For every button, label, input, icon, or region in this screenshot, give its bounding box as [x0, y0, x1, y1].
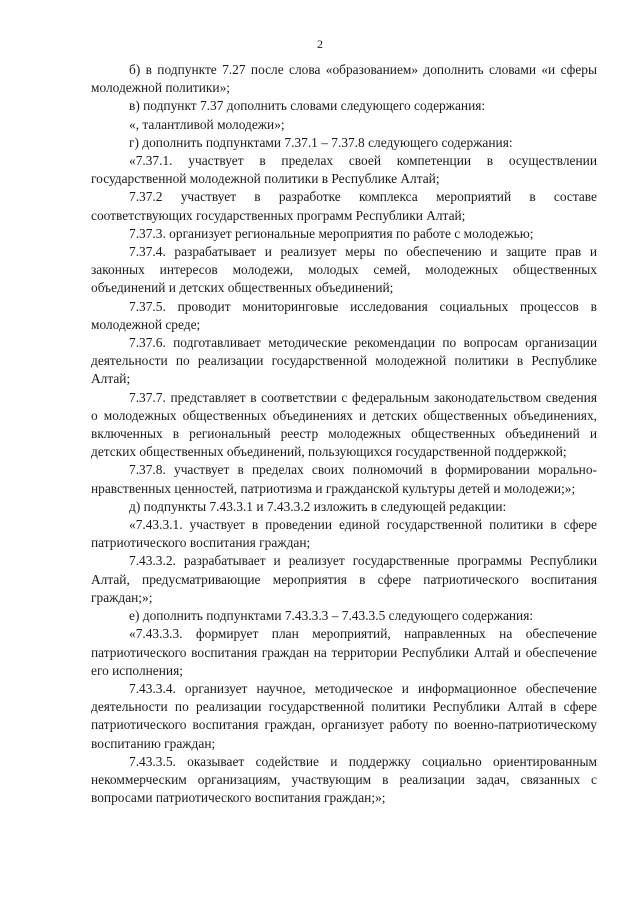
- subclause-7-37-7: 7.37.7. представляет в соответствии с федеральным законодательством сведения о молодежных общественных объединениях и детских общественных объединениях, включенных в региональный реестр молодежных общественных объединений и детских общественных объединений, пользующихся государственной поддержкой;: [91, 389, 597, 460]
- subclause-7-43-3-4: 7.43.3.4. организует научное, методическое и информационное обеспечение деятельности по реализации государственной политики Республики Алтай в сфере патриотического воспитания граждан, организует работу по военно-патриотическому воспитанию граждан;: [91, 680, 597, 751]
- paragraph-e: е) дополнить подпунктами 7.43.3.3 – 7.43.3.5 следующего содержания:: [129, 608, 534, 624]
- paragraph-v-text: «, талантливой молодежи»;: [129, 116, 285, 132]
- paragraph-g: г) дополнить подпунктами 7.37.1 – 7.37.8 следующего содержания:: [129, 134, 513, 150]
- subclause-7-43-3-1: «7.43.3.1. участвует в проведении единой государственной политики в сфере патриотического воспитания граждан;: [91, 517, 597, 551]
- subclause-7-43-3-5: 7.43.3.5. оказывает содействие и поддержку социально ориентированным некоммерческим организациям, участвующим в реализации задач, связанных с вопросами патриотического воспитания граждан;»;: [91, 753, 597, 806]
- paragraph-b: б) в подпункте 7.27 после слова «образованием» дополнить словами «и сферы молодежной политики»;: [91, 62, 597, 96]
- subclause-7-43-3-2: 7.43.3.2. разрабатывает и реализует государственные программы Республики Алтай, предусматривающие мероприятия в сфере патриотического воспитания граждан;»;: [91, 553, 597, 605]
- subclause-7-37-2: 7.37.2 участвует в разработке комплекса мероприятий в составе соответствующих государственных программ Республики Алтай;: [91, 189, 597, 223]
- subclause-7-37-8: 7.37.8. участвует в пределах своих полномочий в формировании морально-нравственных ценностей, патриотизма и гражданской культуры детей и молодежи;»;: [91, 462, 597, 496]
- subclause-7-37-5: 7.37.5. проводит мониторинговые исследования социальных процессов в молодежной среде;: [91, 298, 597, 332]
- subclause-7-37-1: «7.37.1. участвует в пределах своей компетенции в осуществлении государственной молодежной политики в Республике Алтай;: [91, 153, 597, 187]
- subclause-7-37-6: 7.37.6. подготавливает методические рекомендации по вопросам организации деятельности по реализации государственной молодежной политики в Республике Алтай;: [91, 335, 597, 387]
- paragraph-v: в) подпункт 7.37 дополнить словами следующего содержания:: [129, 98, 486, 114]
- subclause-7-43-3-3: «7.43.3.3. формирует план мероприятий, направленных на обеспечение патриотического воспитания граждан на территории Республики Алтай и обеспечение его исполнения;: [91, 626, 597, 678]
- subclause-7-37-4: 7.37.4. разрабатывает и реализует меры по обеспечению и защите прав и законных интересов молодежи, молодых семей, молодежных общественных объединений и детских общественных объединений;: [91, 244, 597, 296]
- document-body: [91, 61, 597, 807]
- subclause-7-37-3: 7.37.3. организует региональные мероприятия по работе с молодежью;: [129, 225, 534, 241]
- page-number: 2: [317, 37, 323, 51]
- paragraph-d: д) подпункты 7.43.3.1 и 7.43.3.2 изложить в следующей редакции:: [129, 498, 507, 514]
